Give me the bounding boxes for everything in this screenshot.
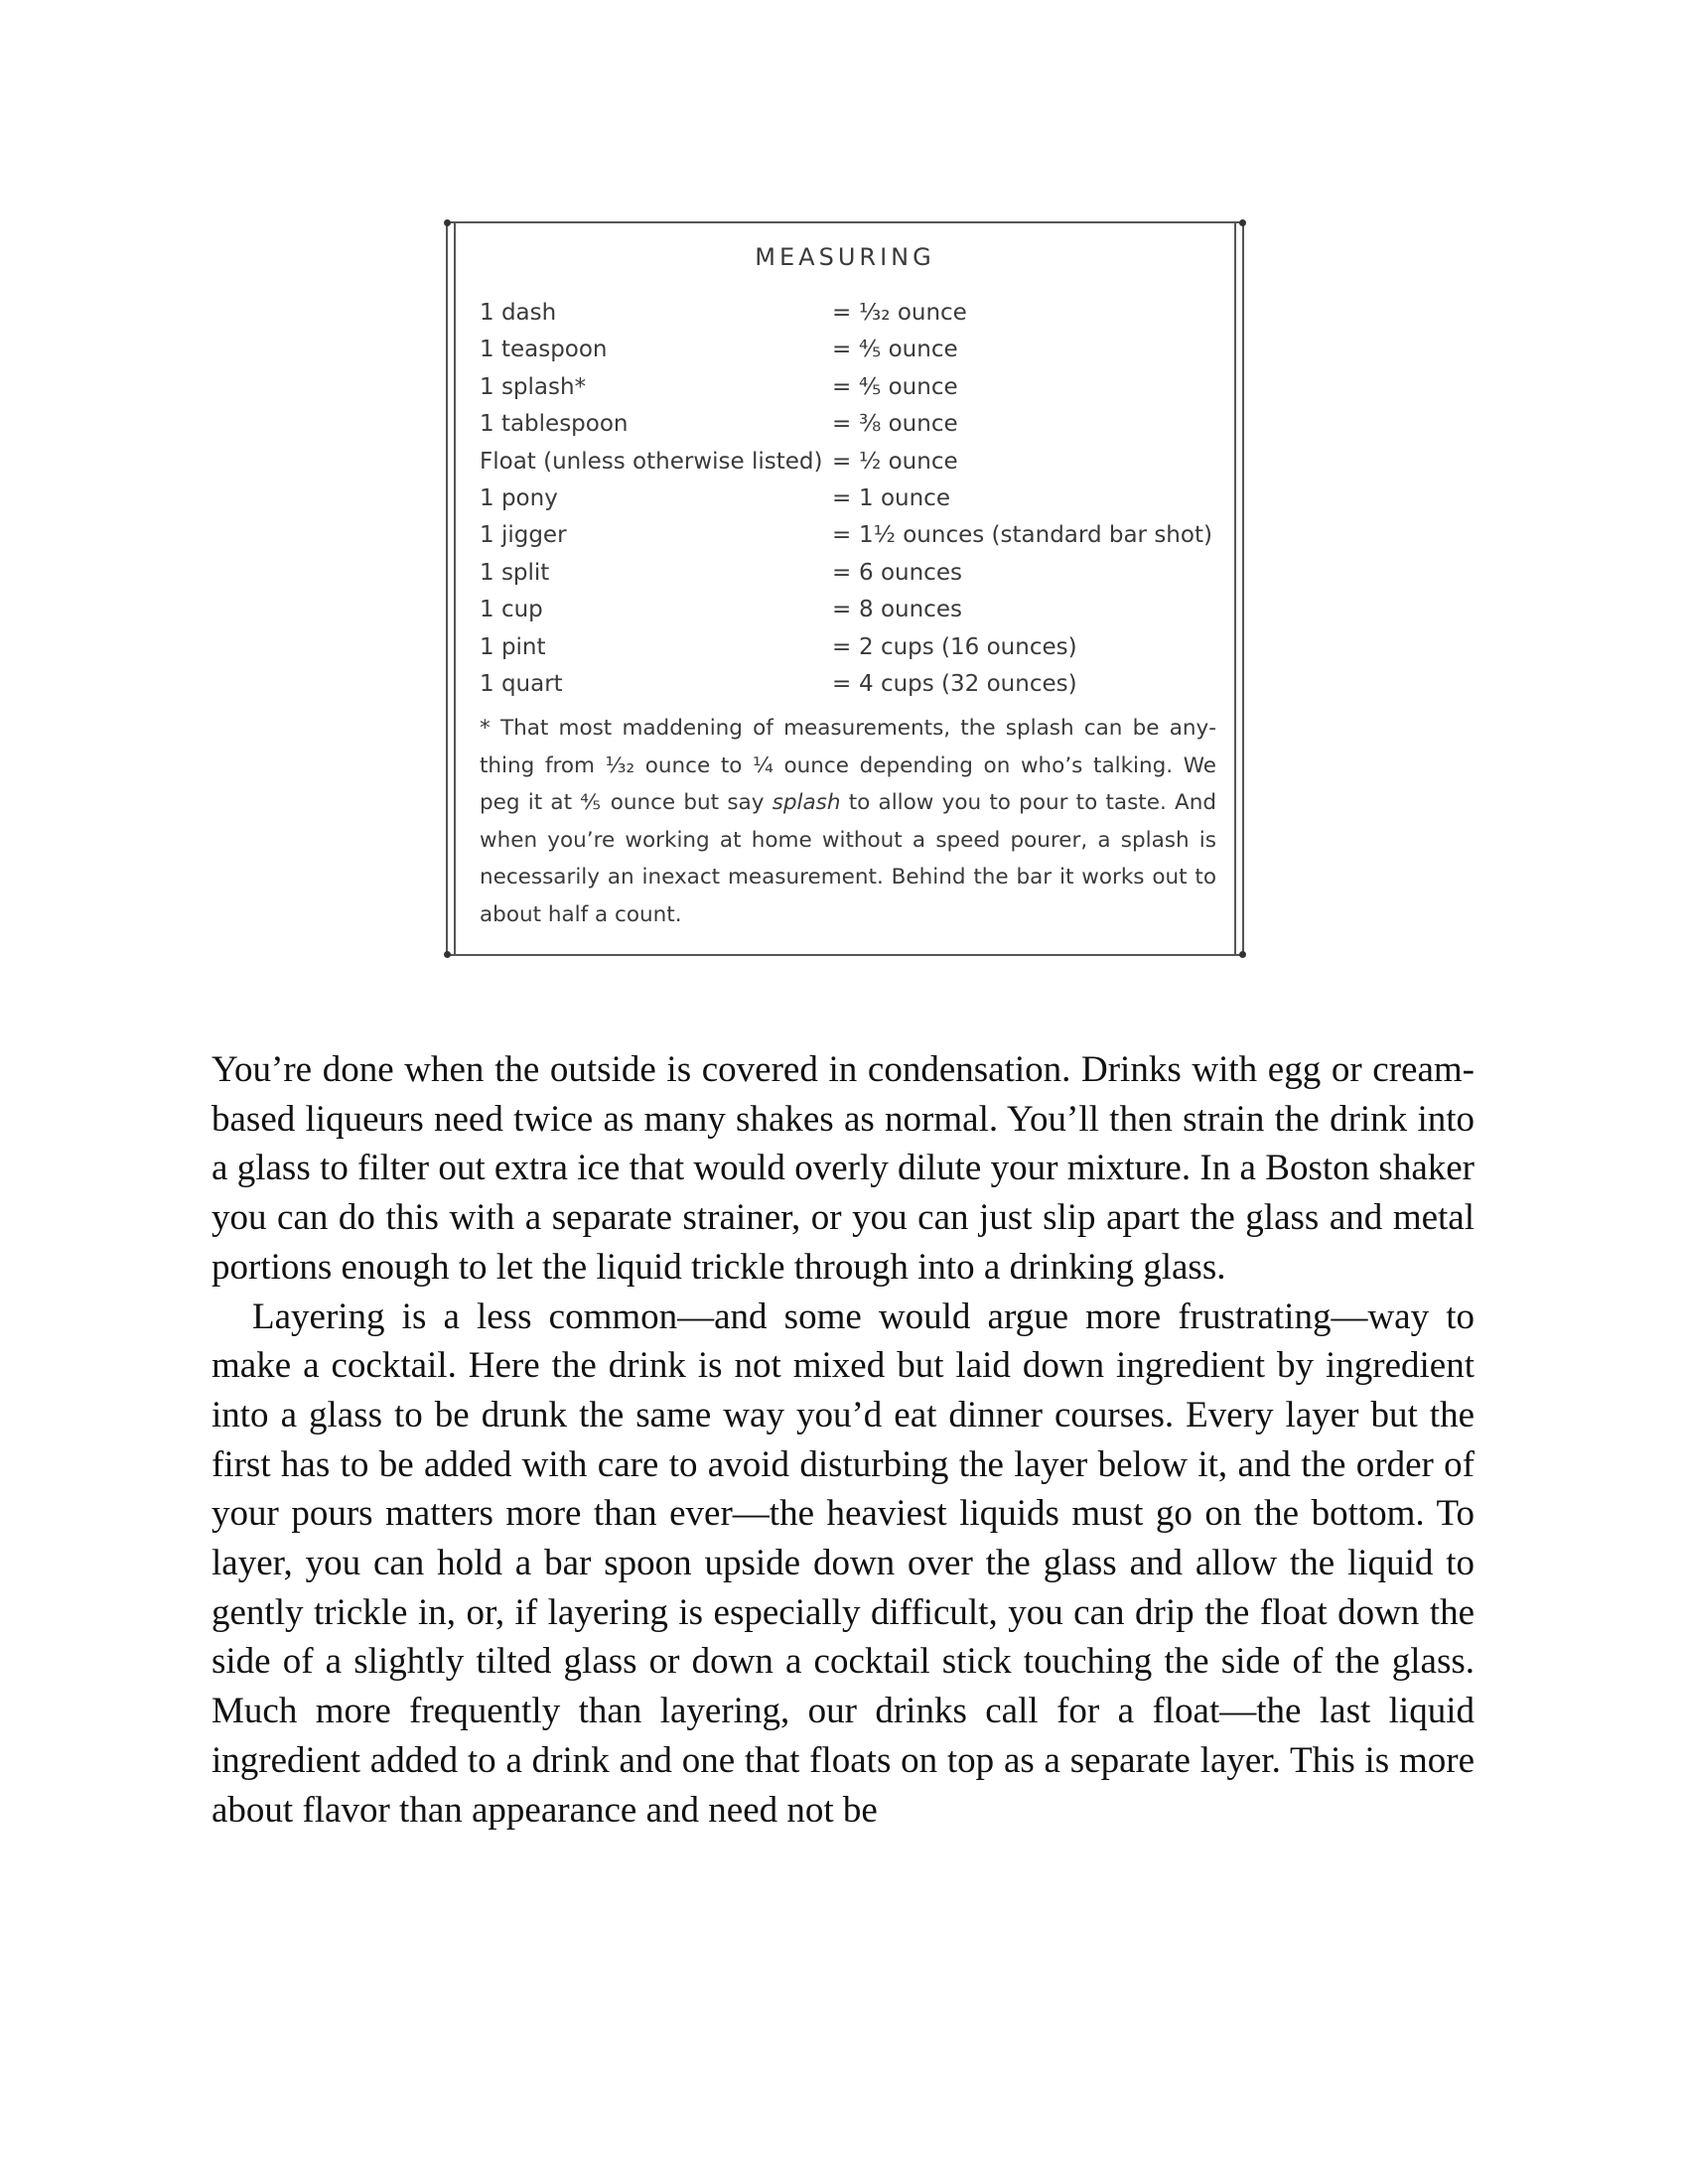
- corner-dot: [1239, 219, 1246, 226]
- equals-sign: =: [832, 633, 852, 660]
- measurement-row: [480, 517, 1214, 554]
- measurement-value: 6 ounces: [859, 559, 962, 586]
- equals-sign: =: [832, 559, 852, 586]
- measurement-unit: 1 dash: [480, 300, 557, 326]
- measurement-value: 1½ ounces (standard bar shot): [859, 522, 1212, 549]
- measurement-value: 4 cups (32 ounces): [859, 670, 1077, 697]
- footnote-emphasis: splash: [772, 790, 841, 816]
- measurement-unit: Float (unless otherwise listed): [480, 448, 823, 475]
- equals-sign: =: [832, 484, 852, 511]
- equals-sign: =: [832, 373, 852, 400]
- measurement-unit: 1 pint: [480, 633, 546, 660]
- measurement-unit: 1 split: [480, 559, 550, 586]
- measurement-row: [480, 295, 1214, 332]
- measurement-value: ⅘ ounce: [859, 337, 958, 363]
- measurement-value: ⅜ ounce: [859, 411, 958, 438]
- equals-sign: =: [832, 597, 852, 623]
- equals-sign: =: [832, 670, 852, 697]
- measurement-row: [480, 406, 1214, 443]
- equals-sign: =: [832, 411, 852, 438]
- measurement-value: 1 ounce: [859, 484, 950, 511]
- measurement-row: [480, 369, 1214, 406]
- equals-sign: =: [832, 448, 852, 475]
- measurement-unit: 1 tablespoon: [480, 411, 629, 438]
- measurement-row: [480, 666, 1214, 703]
- measurement-unit: 1 pony: [480, 484, 558, 511]
- measurement-unit: 1 quart: [480, 670, 563, 697]
- paragraph: You’re done when the outside is covered in condensation. Drinks with egg or cream-based liqueurs need twice as many shakes as normal. You’ll then strain the drink into a glass to filter out extra ice that would overly dilute your mixture. In a Boston shaker you can do this with a separate strainer, or you can just slip apart the glass and metal portions enough to let the liquid trickle through into a drinking glass.: [211, 1049, 1475, 1288]
- measurement-value: 2 cups (16 ounces): [859, 633, 1077, 660]
- measurement-row: [480, 480, 1214, 517]
- measurement-unit: 1 jigger: [480, 522, 567, 549]
- measurement-row: [480, 332, 1214, 368]
- measurement-row: [480, 555, 1214, 592]
- splash-footnote: [480, 710, 1216, 934]
- measurement-unit: 1 teaspoon: [480, 337, 608, 363]
- measurement-unit: 1 splash*: [480, 373, 587, 400]
- measurement-value: ⅘ ounce: [859, 373, 958, 400]
- measurement-table: [480, 295, 1214, 703]
- corner-dot: [1239, 951, 1246, 958]
- corner-dot: [444, 219, 451, 226]
- measurement-row: [480, 444, 1214, 480]
- footnote-text: * That most maddening of measurements, the splash can be anything from ¹⁄₃₂ ounce to ¼ ounce depending on who’s talking. We peg it at ⅘ ounce but say: [480, 716, 1216, 816]
- measurement-value: ½ ounce: [859, 448, 958, 475]
- measuring-sidebar-box: [446, 221, 1244, 956]
- equals-sign: =: [832, 300, 852, 326]
- sidebar-title: MEASURING: [755, 243, 935, 271]
- equals-sign: =: [832, 337, 852, 363]
- corner-dot: [444, 951, 451, 958]
- measurement-row: [480, 592, 1214, 628]
- footnote-text: to allow you to pour to taste. And when you’re working at home without a speed pourer, a splash is necessarily an inexact measurement. Behind the bar it works out to about half a count.: [480, 790, 1217, 927]
- measurement-value: 8 ounces: [859, 597, 962, 623]
- measurement-row: [480, 629, 1214, 666]
- measurement-unit: 1 cup: [480, 597, 543, 623]
- equals-sign: =: [832, 522, 852, 549]
- body-text: [211, 1045, 1475, 1835]
- paragraph: Layering is a less common—and some would argue more frustrating—way to make a cocktail. Here the drink is not mixed but laid down ingredient by ingredient into a glass to be drunk the same way you’d eat dinner courses. Every layer but the first has to be added with care to avoid disturbing the layer below it, and the order of your pours matters more than ever—the heaviest liquids must go on the bottom. To layer, you can hold a bar spoon upside down over the glass and allow the liquid to gently trickle in, or, if layering is especially difficult, you can drip the float down the side of a slightly tilted glass or down a cocktail stick touching the side of the glass. Much more frequently than layering, our drinks call for a float—the last liquid ingredient added to a drink and one that floats on top as a separate layer. This is more about flavor than appearance and need not be: [211, 1296, 1475, 1831]
- measurement-value: ¹⁄₃₂ ounce: [859, 300, 967, 326]
